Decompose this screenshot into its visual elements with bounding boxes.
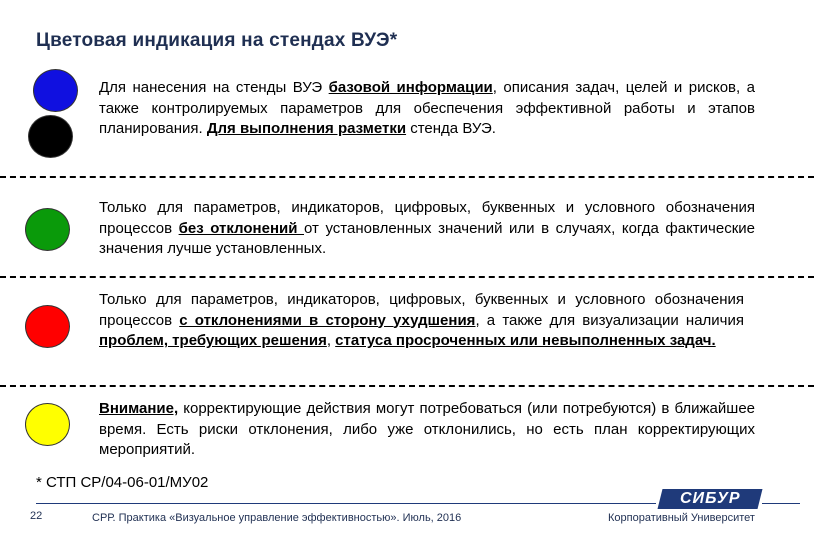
blue-black-description: Для нанесения на стенды ВУЭ базовой информации, описания задач, целей и рисков, а также контролируемых параметров для обеспечения эффективной работы и этапов планирования. Для выполнения разметки стенда ВУЭ. <box>99 79 755 137</box>
green-indicator-circle <box>25 208 70 251</box>
black-indicator-circle <box>28 115 73 158</box>
blue-indicator-circle <box>33 69 78 112</box>
dashed-separator <box>0 276 814 278</box>
footnote: * СТП СР/04-06-01/МУ02 <box>36 474 209 491</box>
footer-rule <box>36 503 656 504</box>
red-description: Только для параметров, индикаторов, цифровых, буквенных и условного обозначения процессов с отклонениями в сторону ухудшения, а также для визуализации наличия проблем, требующих решения, статуса просроченных или невыполненных задач. <box>99 291 744 349</box>
footer-practice-title: СРР. Практика «Визуальное управление эффективностью». Июль, 2016 <box>92 512 462 524</box>
yellow-indicator-circle <box>25 403 70 446</box>
yellow-description: Внимание, корректирующие действия могут потребоваться (или потребуются) в ближайшее время. Есть риски отклонения, либо уже отклонились, но есть план корректирующих мероприятий. <box>99 400 755 458</box>
footer-rule-right <box>762 503 800 504</box>
dashed-separator <box>0 385 814 387</box>
footer-university: Корпоративный Университет <box>608 512 755 524</box>
page-number: 22 <box>30 510 43 522</box>
sibur-logo: СИБУР <box>658 489 763 509</box>
page-title: Цветовая индикация на стендах ВУЭ* <box>36 30 398 51</box>
red-indicator-circle <box>25 305 70 348</box>
green-description: Только для параметров, индикаторов, цифровых, буквенных и условного обозначения процессов без отклонений от установленных значений или в случаях, когда фактические значения лучше установленных. <box>99 199 755 257</box>
dashed-separator <box>0 176 814 178</box>
